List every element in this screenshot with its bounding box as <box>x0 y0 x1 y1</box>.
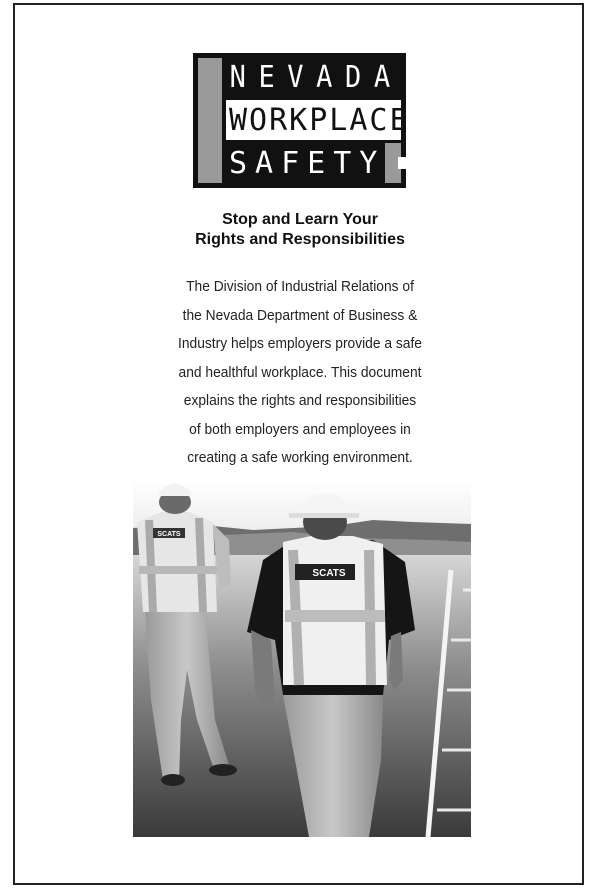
page-title <box>100 210 500 250</box>
logo-workplace-text: WORKPLACE <box>229 102 410 138</box>
logo-line-safety <box>226 143 401 183</box>
title-line-2: Rights and Responsibilities <box>195 231 405 248</box>
medical-cross-icon <box>385 143 401 183</box>
intro-line: the Nevada Department of Business & <box>182 306 418 324</box>
vest-label-left: SCATS <box>157 531 181 538</box>
logo-nevada-text: NEVADA <box>229 60 403 95</box>
title-line-1: Stop and Learn Your <box>222 211 378 228</box>
logo-stripe <box>198 58 222 183</box>
logo-safety-text: SAFETY <box>229 145 386 181</box>
workers-photo-illustration <box>133 480 471 837</box>
intro-line: The Division of Industrial Relations of <box>186 278 414 295</box>
logo-line-nevada <box>226 58 403 97</box>
logo-line-workplace <box>226 100 410 140</box>
vest-label-right: SCATS <box>312 568 346 579</box>
intro-line: Industry helps employers provide a safe <box>178 335 422 352</box>
workers-photo <box>133 480 471 837</box>
nevada-workplace-safety-logo <box>193 53 410 188</box>
intro-line: of both employers and employees in <box>189 420 411 438</box>
intro-line: explains the rights and responsibilities <box>183 392 417 409</box>
intro-line: and healthful workplace. This document <box>178 363 422 381</box>
intro-line: creating a safe working environment. <box>187 449 413 466</box>
intro-paragraph <box>134 273 465 473</box>
